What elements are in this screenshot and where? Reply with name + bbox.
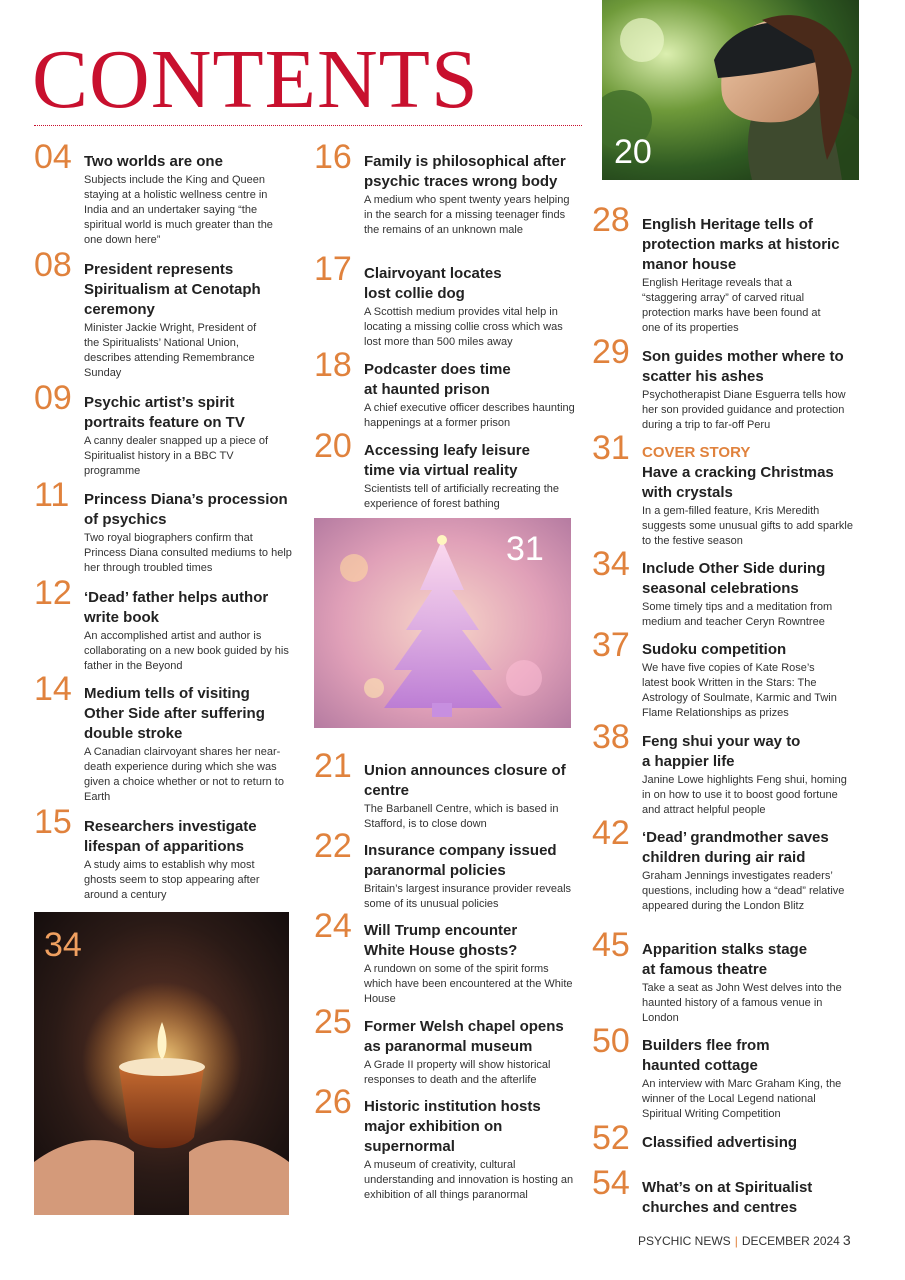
- contents-entry[interactable]: [592, 1166, 854, 1218]
- contents-entry[interactable]: [592, 628, 854, 721]
- cover-story-label: COVER STORY: [642, 444, 751, 461]
- entry-headline: Former Welsh chapel opens as paranormal museum: [364, 1018, 564, 1055]
- page-number: 20: [314, 427, 352, 465]
- page-number: 22: [314, 827, 352, 865]
- page-number: 14: [34, 670, 72, 708]
- page-number: 34: [592, 545, 630, 583]
- contents-entry[interactable]: [34, 576, 294, 674]
- contents-entry[interactable]: [314, 1085, 574, 1203]
- page-number: 24: [314, 907, 352, 945]
- contents-entry[interactable]: [314, 348, 579, 431]
- entry-description: The Barbanell Centre, which is based in Stafford, is to close down: [364, 803, 559, 830]
- page-number: 12: [34, 574, 72, 612]
- contents-entry[interactable]: [314, 140, 579, 238]
- entry-description: A study aims to establish why most ghosts seem to stop appearing after around a century: [84, 859, 260, 901]
- contents-entry[interactable]: [34, 478, 294, 576]
- page-number: 08: [34, 246, 72, 284]
- entry-headline: English Heritage tells of protection marks at historic manor house: [642, 216, 840, 273]
- contents-entry[interactable]: [314, 749, 579, 832]
- entry-description: A museum of creativity, cultural understanding and innovation is hosting an exhibition of all things paranormal: [364, 1159, 574, 1201]
- entry-headline: Family is philosophical after psychic traces wrong body: [364, 153, 566, 190]
- entry-description: English Heritage reveals that a “staggering array” of carved ritual protection marks have been found at one of its properties: [642, 277, 821, 334]
- entry-description: Psychotherapist Diane Esguerra tells how her son provided guidance and protection during a trip to far-off Peru: [642, 389, 846, 431]
- page-number: 52: [592, 1119, 630, 1157]
- entry-headline: Include Other Side during seasonal celebrations: [642, 560, 826, 597]
- contents-entry[interactable]: [592, 203, 854, 336]
- entry-headline: Feng shui your way to a happier life: [642, 733, 801, 770]
- page-number: 09: [34, 379, 72, 417]
- entry-description: A Canadian clairvoyant shares her near-death experience during which she was given a choice whether or not to return to Earth: [84, 746, 284, 803]
- page-number: 31: [592, 429, 630, 467]
- contents-entry[interactable]: [592, 1119, 854, 1157]
- entry-description: A medium who spent twenty years helping in the search for a missing teenager finds the remains of an unknown male: [364, 194, 570, 236]
- entry-description: Graham Jennings investigates readers’ questions, including how a “dead” relative appeared during the London Blitz: [642, 870, 845, 912]
- entry-headline: Clairvoyant locates lost collie dog: [364, 265, 502, 302]
- footer-separator: |: [734, 1234, 738, 1248]
- page-number: 28: [592, 201, 630, 239]
- contents-entry[interactable]: [314, 829, 579, 912]
- entry-description: A rundown on some of the spirit forms which have been encountered at the White House: [364, 963, 573, 1005]
- entry-headline: Son guides mother where to scatter his ashes: [642, 348, 844, 385]
- photo-page-number: 20: [614, 133, 652, 171]
- entry-description: Janine Lowe highlights Feng shui, homing in on how to use it to boost good fortune and attract helpful people: [642, 774, 847, 816]
- page-title: CONTENTS: [32, 33, 479, 126]
- entry-headline: Insurance company issued paranormal policies: [364, 842, 557, 879]
- page-number: 17: [314, 250, 352, 288]
- title-divider: [34, 125, 582, 126]
- contents-entry[interactable]: [34, 672, 284, 805]
- issue-date: DECEMBER 2024: [741, 1234, 840, 1248]
- contents-entry[interactable]: [314, 1005, 579, 1088]
- contents-entry[interactable]: [34, 248, 274, 381]
- entry-headline: Apparition stalks stage at famous theatre: [642, 941, 808, 978]
- entry-headline: ‘Dead’ grandmother saves children during air raid: [642, 829, 829, 866]
- page-number: 25: [314, 1003, 352, 1041]
- entry-headline: Podcaster does time at haunted prison: [364, 361, 511, 398]
- entry-headline: Classified advertising: [642, 1134, 798, 1151]
- entry-description: Subjects include the King and Queen staying at a holistic wellness centre in India and an undertaker saying “the spiritual world is much greater than the one down here”: [84, 174, 273, 246]
- page-number: 18: [314, 346, 352, 384]
- entry-headline: Accessing leafy leisure time via virtual reality: [364, 442, 530, 479]
- contents-entry[interactable]: [34, 805, 274, 903]
- page-number: 29: [592, 333, 630, 371]
- entry-headline: Have a cracking Christmas with crystals: [642, 464, 834, 501]
- page-number: 37: [592, 626, 630, 664]
- page-number: 50: [592, 1022, 630, 1060]
- entry-description: Take a seat as John West delves into the haunted history of a famous venue in London: [642, 982, 842, 1024]
- contents-entry[interactable]: [592, 431, 854, 549]
- contents-entry[interactable]: [592, 547, 854, 630]
- entry-description: Scientists tell of artificially recreating the experience of forest bathing: [364, 483, 560, 510]
- page-number: 45: [592, 926, 630, 964]
- entry-headline: What’s on at Spiritualist churches and centres: [642, 1179, 813, 1216]
- entry-description: Britain’s largest insurance provider reveals some of its unusual policies: [364, 883, 572, 910]
- entry-headline: Two worlds are one: [84, 153, 223, 170]
- photo-page-number: 31: [506, 530, 544, 568]
- page-number: 16: [314, 138, 352, 176]
- page-number: 38: [592, 718, 630, 756]
- photo-page-number: 34: [44, 926, 82, 964]
- entry-description: A chief executive officer describes haunting happenings at a former prison: [364, 402, 575, 429]
- entry-headline: Psychic artist’s spirit portraits feature on TV: [84, 394, 245, 431]
- entry-description: Some timely tips and a meditation from medium and teacher Ceryn Rowntree: [642, 601, 833, 628]
- contents-entry[interactable]: [34, 381, 274, 479]
- page-number: 26: [314, 1083, 352, 1121]
- entry-headline: Princess Diana’s procession of psychics: [84, 491, 288, 528]
- page-number: 54: [592, 1164, 630, 1202]
- vr-photo: [602, 0, 859, 180]
- publication-name: PSYCHIC NEWS: [638, 1234, 731, 1248]
- entry-headline: Medium tells of visiting Other Side after suffering double stroke: [84, 685, 265, 742]
- contents-entry[interactable]: [314, 252, 579, 350]
- entry-headline: Historic institution hosts major exhibition on supernormal: [364, 1098, 541, 1155]
- contents-entry[interactable]: [592, 928, 854, 1026]
- page-number: 15: [34, 803, 72, 841]
- contents-entry[interactable]: [592, 816, 854, 914]
- entry-headline: Union announces closure of centre: [364, 762, 566, 799]
- contents-entry[interactable]: [592, 335, 854, 433]
- contents-entry[interactable]: [314, 429, 564, 512]
- page-footer: [638, 1232, 851, 1248]
- tree-photo: [314, 518, 571, 728]
- entry-headline: Builders flee from haunted cottage: [642, 1037, 770, 1074]
- contents-entry[interactable]: [592, 720, 854, 818]
- page-number: 42: [592, 814, 630, 852]
- entry-description: Minister Jackie Wright, President of the Spiritualists’ National Union, describes attending Remembrance Sunday: [84, 322, 257, 379]
- page-number: 04: [34, 138, 72, 176]
- entry-headline: Researchers investigate lifespan of apparitions: [84, 818, 257, 855]
- entry-description: A Scottish medium provides vital help in locating a missing collie cross which was lost more than 500 miles away: [364, 306, 563, 348]
- contents-entry[interactable]: [34, 140, 294, 248]
- folio-page-number: 3: [842, 1232, 851, 1248]
- entry-description: In a gem-filled feature, Kris Meredith suggests some unusual gifts to add sparkle to the festive season: [642, 505, 853, 547]
- entry-headline: President represents Spiritualism at Cenotaph ceremony: [84, 261, 261, 318]
- page-number: 11: [34, 476, 70, 514]
- entry-description: An accomplished artist and author is collaborating on a new book guided by his father in the Beyond: [84, 630, 289, 672]
- entry-headline: ‘Dead’ father helps author write book: [84, 589, 269, 626]
- entry-description: A Grade II property will show historical responses to death and the afterlife: [364, 1059, 551, 1086]
- entry-headline: Will Trump encounter White House ghosts?: [364, 922, 518, 959]
- entry-description: An interview with Marc Graham King, the winner of the Local Legend national Spiritual Writing Competition: [642, 1078, 842, 1120]
- entry-description: Two royal biographers confirm that Princess Diana consulted mediums to help her through troubled times: [84, 532, 292, 574]
- contents-entry[interactable]: [592, 1024, 854, 1122]
- page-number: 21: [314, 747, 352, 785]
- entry-description: We have five copies of Kate Rose’s latest book Written in the Stars: The Astrology of Soulmate, Karmic and Twin Flame Relationships as prizes: [642, 662, 837, 719]
- candle-photo: [34, 912, 289, 1215]
- entry-headline: Sudoku competition: [642, 641, 787, 658]
- entry-description: A canny dealer snapped up a piece of Spiritualist history in a BBC TV programme: [84, 435, 269, 477]
- contents-entry[interactable]: [314, 909, 579, 1007]
